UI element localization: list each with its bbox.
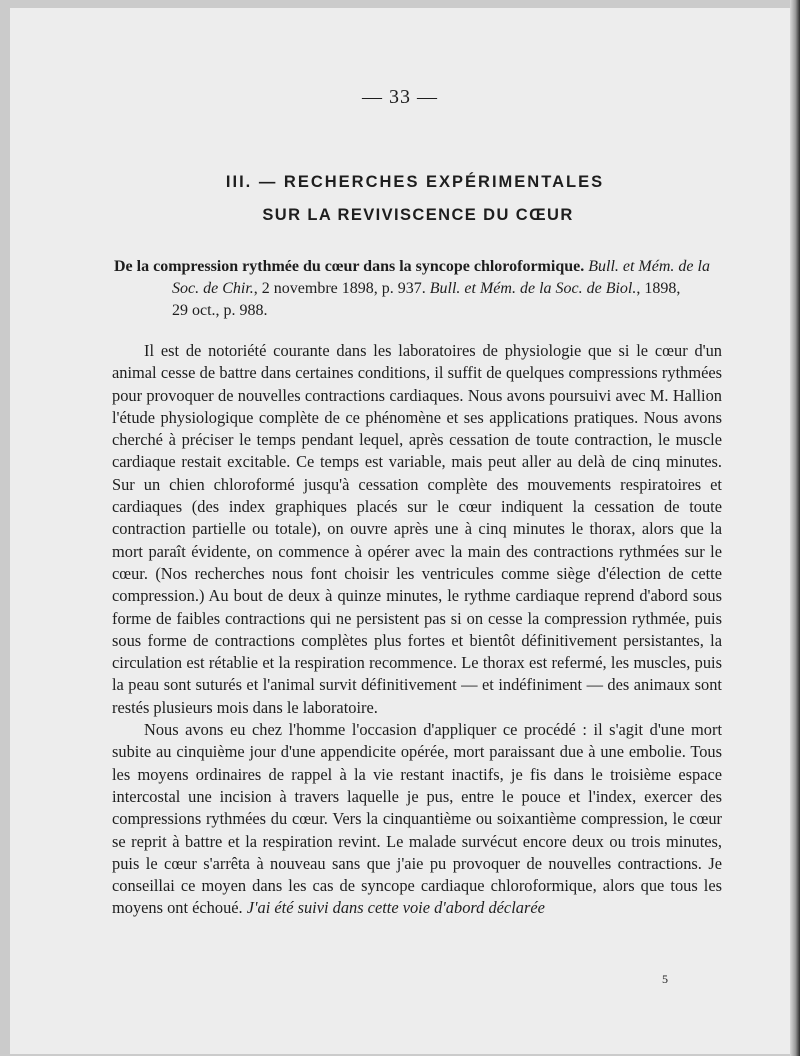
reference-source-1: Bull. et Mém. de la [588, 258, 710, 275]
paragraph-1: Il est de notoriété courante dans les laboratoires de physiologie que si le cœur d'un animal cesse de battre dans certaines conditions, il suffit de quelques compressions rythmées pour provoquer de nouvelles contractions cardiaques. Nous avons poursuivi avec M. Hallion l'étude physiologique complète de ce phénomène et ses applications pratiques. Nous avons cherché à préciser le temps pendant lequel, après cessation de toute contraction, le muscle cardiaque restait excitable. Ce temps est variable, mais peut aller au delà de cinq minutes. Sur un chien chloroformé jusqu'à cessation complète des mouvements respiratoires et cardiaques (des index graphiques placés sur le cœur indiquent la cessation de toute contraction partielle ou totale), on ouvre après une à cinq minutes le thorax, alors que la mort paraît évidente, on commence à opérer avec la main des contractions rythmées sur le cœur. (Nos recherches nous font choisir les ventricules comme siège d'élection de cette compression.) Au bout de deux à quinze minutes, le rythme cardiaque reprend d'abord sous forme de faibles contractions qui ne persistent pas si on cesse la compression rythmée, puis sous forme de contractions complètes plus fortes et bientôt définitivement persistantes, la circulation est rétablie et la respiration recommence. Le thorax est refermé, les muscles, puis la peau sont suturés et l'animal survit définitivement — et indéfiniment — des animaux sont restés plusieurs mois dans le laboratoire. [112, 341, 722, 717]
bibliographic-reference [114, 256, 734, 322]
reference-detail-1: , 2 novembre 1898, p. 937. [253, 280, 426, 297]
page-edge-shadow [790, 0, 800, 1056]
reference-detail-2: , 1898, [636, 280, 681, 297]
body-text [112, 340, 722, 920]
signature-mark: 5 [662, 972, 668, 986]
paragraph-2-text: Nous avons eu chez l'homme l'occasion d'appliquer ce procédé : il s'agit d'une mort subite au cinquième jour d'une appendicite opérée, mort paraissant due à une embolie. Tous les moyens ordinaires de rappel à la vie restant inactifs, je fis dans le troisième espace intercostal une incision à travers laquelle je pus, entre le pouce et l'index, exercer des compressions rythmées du cœur. Vers la cinquantième ou soixantième compression, le cœur se reprit à battre et la respiration revint. Le malade survécut encore deux ou trois minutes, puis le cœur s'arrêta à nouveau sans que j'aie pu provoquer de nouvelles contractions. Je conseillai ce moyen dans les cas de syncope cardiaque chloroformique, alors que tous les moyens ont échoué. [112, 720, 722, 918]
reference-line-3: 29 oct., p. 988. [172, 302, 268, 319]
paragraph-2-italic: J'ai été suivi dans cette voie d'abord déclarée [242, 898, 545, 918]
reference-source-2: Soc. de Chir. [172, 280, 254, 297]
paragraph-2 [112, 719, 722, 920]
section-heading-line-2: SUR LA REVIVISCENCE DU CŒUR [262, 206, 574, 224]
section-heading-line-1: III. — RECHERCHES EXPÉRIMENTALES [225, 173, 605, 191]
reference-title: De la compression rythmée du cœur dans la syncope chloroformique. [114, 258, 585, 275]
page-number: — 33 — [362, 86, 438, 108]
reference-line-2 [114, 278, 734, 300]
reference-line-1 [114, 256, 734, 278]
reference-source-3: Bull. et Mém. de la Soc. de Biol. [429, 280, 637, 297]
